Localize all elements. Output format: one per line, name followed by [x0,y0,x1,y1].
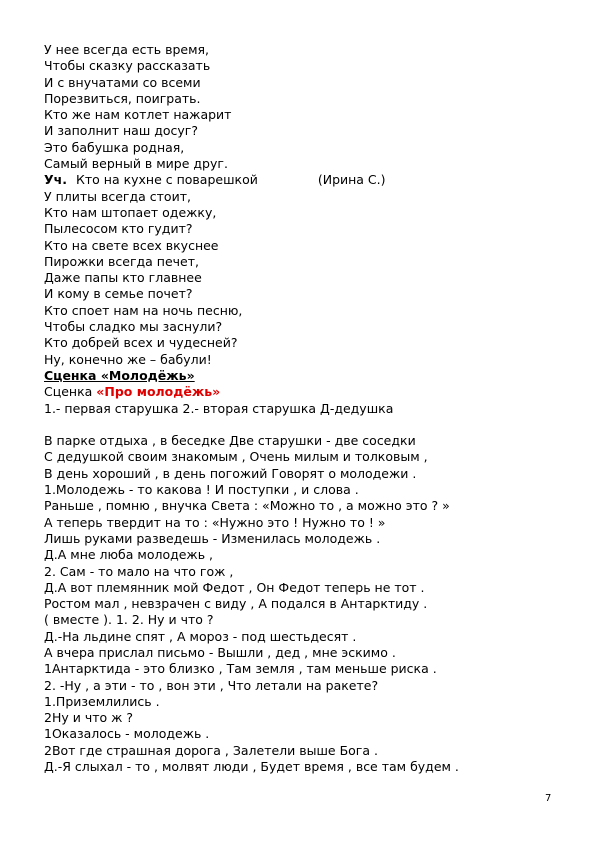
speaker-line [44,172,564,188]
poem-line: Пирожки всегда печет, [44,253,199,269]
scene-subtitle-title: «Про молодёжь» [96,384,221,400]
poem-line: Кто же нам котлет нажарит [44,107,232,123]
dialogue-line: Лишь руками разведешь - Изменилась молодежь . [44,530,381,546]
dialogue-line: 1.Приземлились . [44,693,160,709]
poem-stanza-2 [44,189,564,368]
speaker-text: Кто на кухне с поварешкой [76,172,258,188]
poem-line: Чтобы сказку рассказать [44,58,211,74]
blank-line [44,417,564,433]
dialogue-line: Д.-Я слыхал - то , молвят люди , Будет время , все там будем . [44,759,459,775]
poem-stanza-1 [44,42,564,172]
poem-line: Ну, конечно же – бабули! [44,351,212,367]
dialogue-line: А вчера прислал письмо - Вышли , дед , мне эскимо . [44,644,396,660]
poem-line: Чтобы сладко мы заснули? [44,319,223,335]
poem-line: У нее всегда есть время, [44,42,209,57]
dialogue-line: Ростом мал , невзрачен с виду , А подался в Антарктиду . [44,596,428,612]
poem-line: Кто споет нам на ночь песню, [44,302,243,318]
dialogue-line: 2Ну и что ж ? [44,710,133,726]
poem-line: И кому в семье почет? [44,286,193,302]
dialogue-line: 1.Молодежь - то какова ! И поступки , и слова . [44,482,359,498]
dialogue-line: 2. Сам - то мало на что гож , [44,563,234,579]
dialogue-line: Д.А мне люба молодежь , [44,547,214,563]
poem-line: Кто нам штопает одежку, [44,204,217,220]
speaker-label: Уч. [44,172,67,188]
scene-dialogue [44,433,564,775]
poem-line: И заполнит наш досуг? [44,123,198,139]
page-number: 7 [545,793,552,804]
dialogue-line: 2. -Ну , а эти - то , вон эти , Что летали на ракете? [44,677,379,693]
dialogue-line: ( вместе ). 1. 2. Ну и что ? [44,612,214,628]
dialogue-line: С дедушкой своим знакомым , Очень милым и толковым , [44,449,428,465]
dialogue-line: А теперь твердит на то : «Нужно это ! Нужно то ! » [44,514,386,530]
dialogue-line: Д.-На льдине спят , А мороз - под шестьдесят . [44,628,357,644]
dialogue-line: 1Антарктида - это близко , Там земля , там меньше риска . [44,661,437,677]
poem-line: У плиты всегда стоит, [44,188,191,204]
dialogue-line: В день хороший , в день погожий Говорят о молодежи . [44,465,417,481]
poem-line: Кто на свете всех вкуснее [44,237,219,253]
poem-line: И с внучатами со всеми [44,74,201,90]
poem-line: Самый верный в мире друг. [44,156,228,172]
dialogue-line: 2Вот где страшная дорога , Залетели выше Бога . [44,742,378,758]
dialogue-line: Раньше , помню , внучка Света : «Можно то , а можно это ? » [44,498,450,514]
poem-line: Кто добрей всех и чудесней? [44,335,238,351]
dialogue-line: В парке отдыха , в беседке Две старушки - две соседки [44,433,416,449]
document-body [44,42,564,775]
poem-author: (Ирина С.) [317,172,386,188]
dialogue-line: Д.А вот племянник мой Федот , Он Федот теперь не тот . [44,579,425,595]
poem-line: Порезвиться, поиграть. [44,90,201,106]
scene-title: Сценка «Молодёжь» [44,367,195,383]
poem-line: Пылесосом кто гудит? [44,221,193,237]
scene-subtitle-prefix: Сценка [44,384,97,400]
scene-subtitle [44,384,564,400]
poem-line: Это бабушка родная, [44,139,185,155]
dialogue-line: 1Оказалось - молодежь . [44,726,210,742]
roles-list: 1.- первая старушка 2.- вторая старушка Д-дедушка [44,400,394,416]
poem-line: Даже папы кто главнее [44,270,202,286]
